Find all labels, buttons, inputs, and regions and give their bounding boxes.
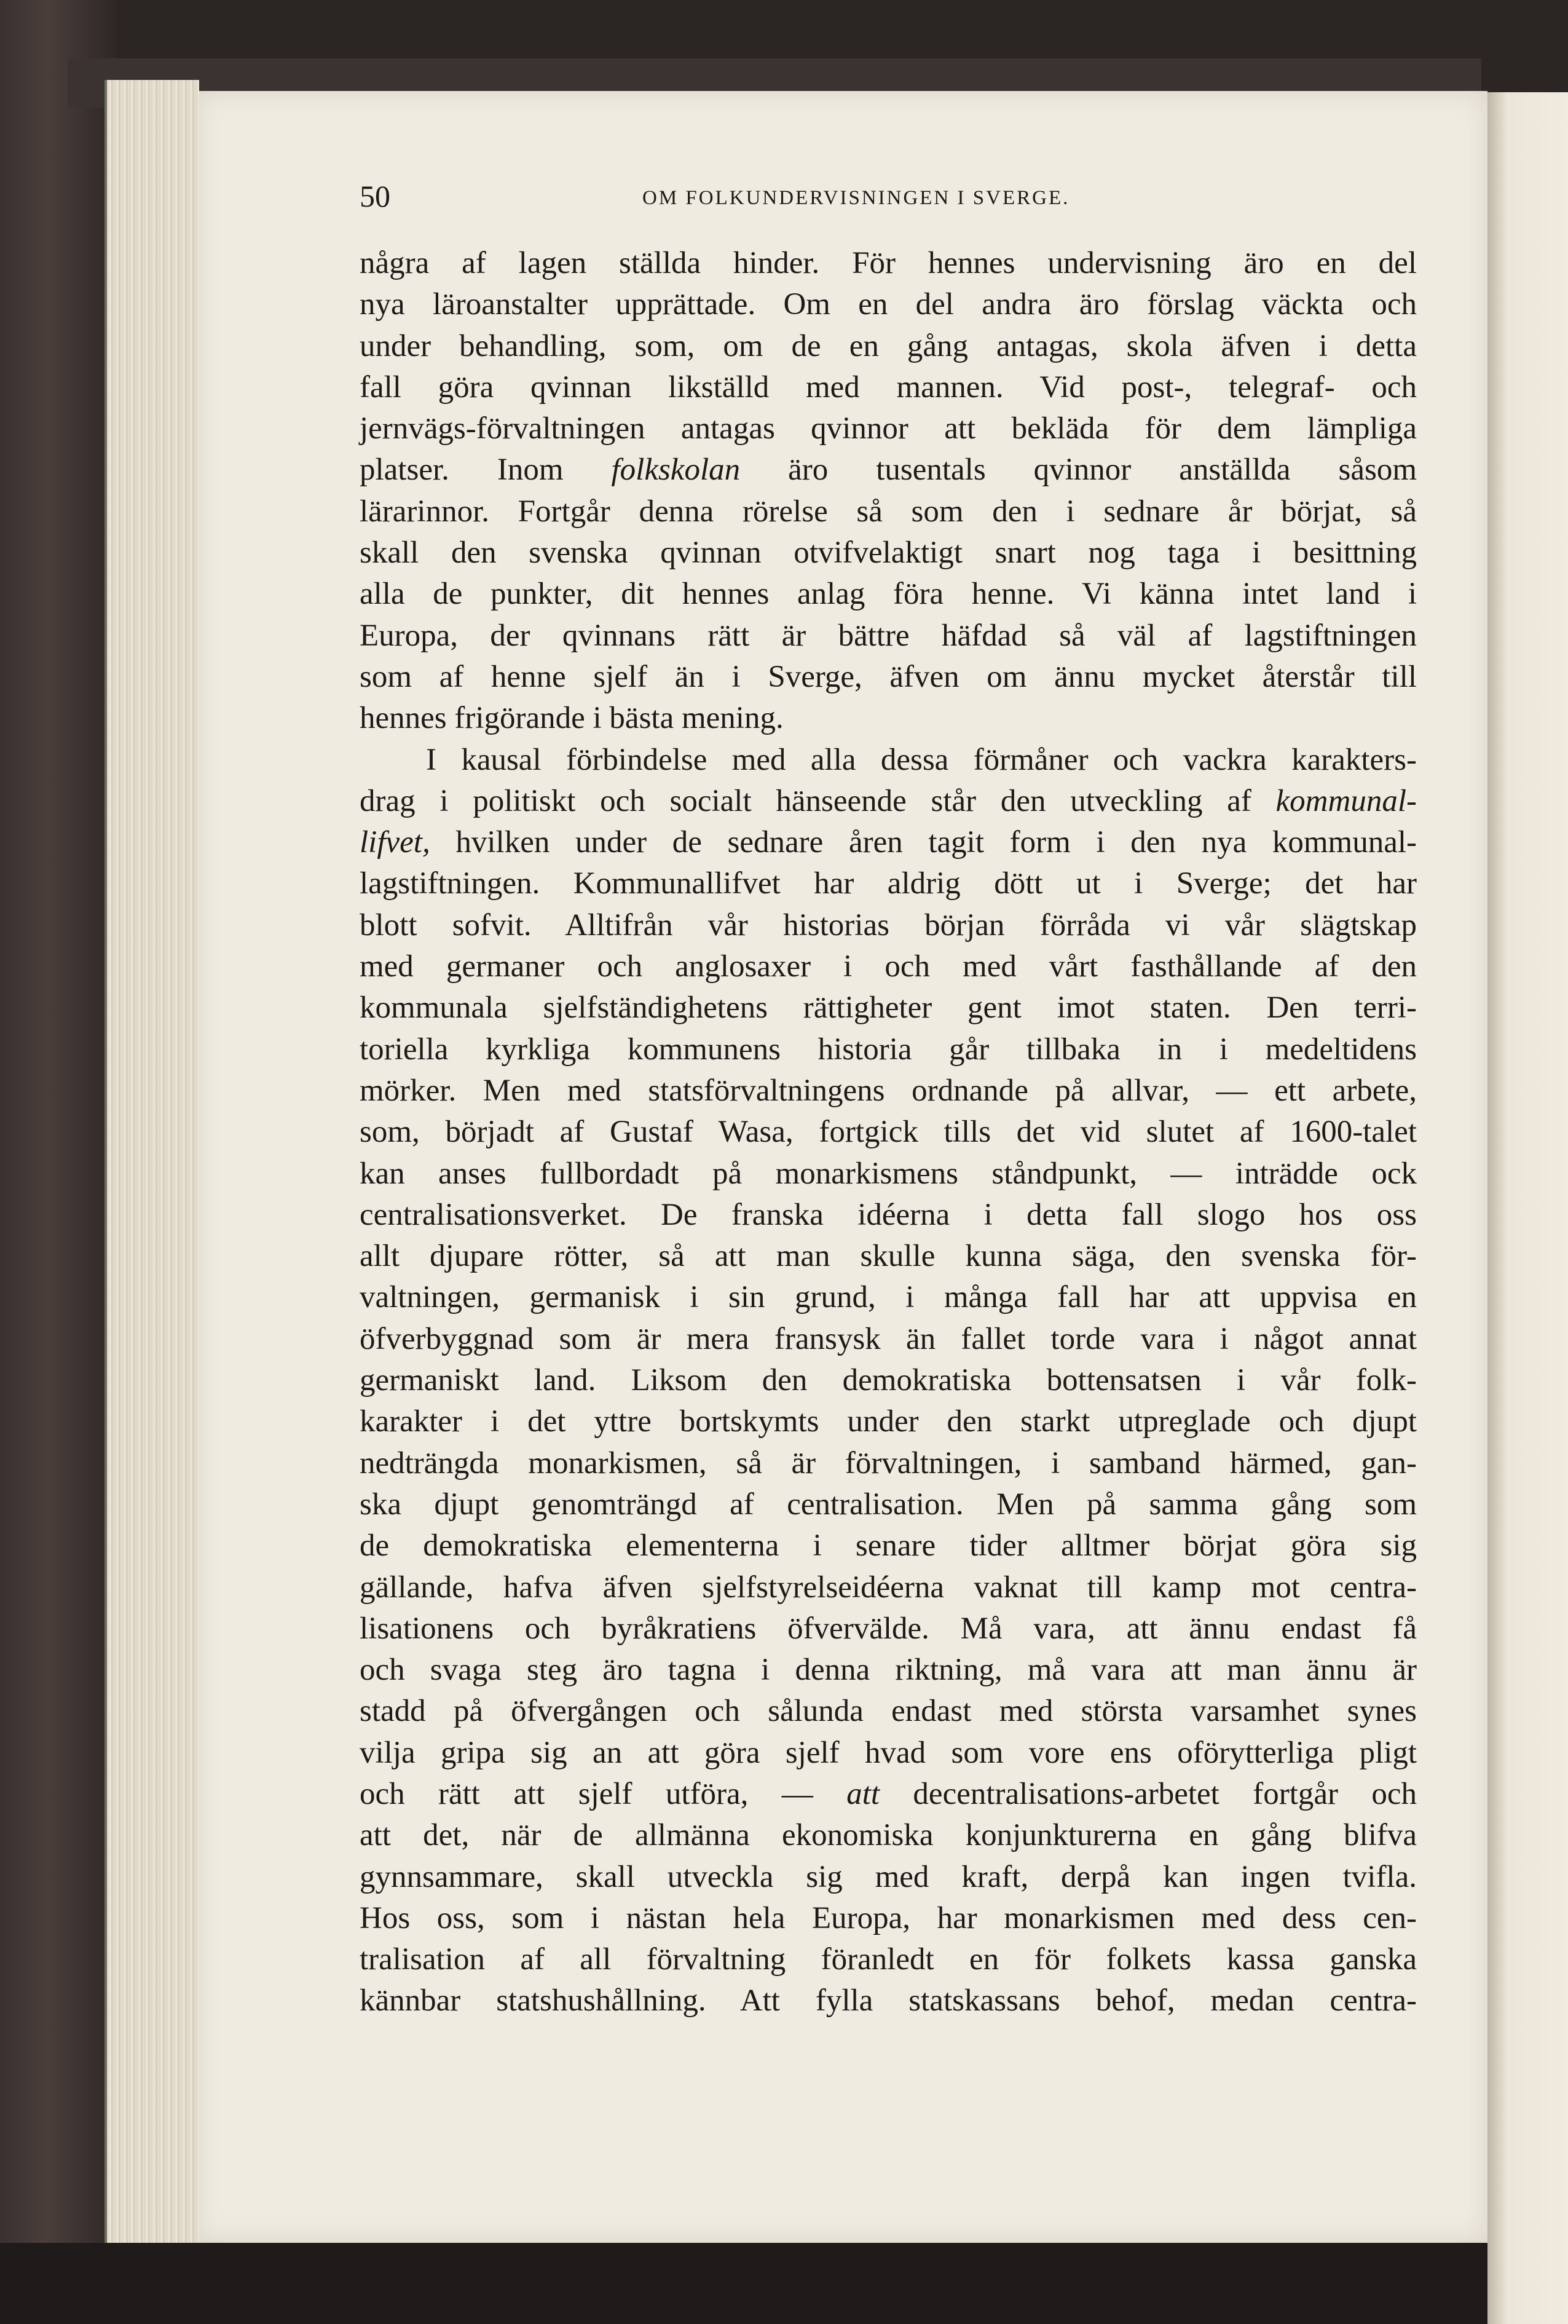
text-line-content: och svaga steg äro tagna i denna riktning, må vara att man ännu är [360,1653,1417,1688]
italic-term: att [846,1776,880,1811]
text-line-content: mörker. Men med statsförvaltningens ordnande på allvar, — ett arbete, [360,1073,1417,1108]
facing-page-edge [1487,92,1568,2324]
page-stack-edges [104,80,199,2269]
text-line [360,532,1417,574]
text-line-content: toriella kyrkliga kommunens historia går tillbaka in i medeltidens [360,1032,1417,1067]
text-line [360,1195,1417,1236]
text-line-content: öfverbyggnad som är mera fransysk än fallet torde vara i något annat [360,1321,1417,1356]
text-line-content: nedträngda monarkismen, så är förvaltningen, i samband härmed, gan- [360,1445,1417,1480]
text-line [360,1153,1417,1195]
body-text [360,243,1417,2022]
text-line-content: decentralisations-arbetet fortgår och [880,1776,1417,1811]
text-line [360,243,1417,284]
text-line [360,449,1417,491]
page-number: 50 [360,179,390,213]
text-line-content: lisationens och byråkratiens öfvervälde. Må vara, att ännu endast få [360,1611,1417,1646]
text-line-content: I kausal förbindelse med alla dessa förmåner och vackra karakters- [426,742,1417,777]
text-line [360,1070,1417,1112]
text-line-content: centralisationsverket. De franska idéerna i detta fall slogo hos oss [360,1197,1417,1232]
text-line-content: jernvägs-förvaltningen antagas qvinnor att bekläda för dem lämpliga [360,411,1417,446]
text-line-content: allt djupare rötter, så att man skulle kunna säga, den svenska för- [360,1239,1417,1274]
text-line [360,1443,1417,1484]
text-line-content: ska djupt genomträngd af centralisation. Men på samma gång som [360,1487,1417,1522]
text-line [360,1360,1417,1401]
text-line-content: under behandling, som, om de en gång antagas, skola äfven i detta [360,328,1417,363]
text-line [360,822,1417,863]
text-line [360,987,1417,1029]
running-head [360,178,1411,221]
text-line [360,367,1417,408]
text-line [360,1029,1417,1070]
italic-term: kommunal- [1275,783,1417,818]
text-line-content: nya läroanstalter upprättade. Om en del andra äro förslag väckta och [360,287,1417,322]
text-line-content: hvilken under de sednare åren tagit form i den nya kommunal- [430,825,1417,860]
text-line [360,1815,1417,1856]
text-line [360,946,1417,987]
text-line [360,1236,1417,1277]
text-line [360,1857,1417,1898]
text-line [360,1691,1417,1732]
text-line [360,326,1417,367]
text-line [360,574,1417,615]
text-line-content: de demokratiska elementerna i senare tider alltmer börjat göra sig [360,1528,1417,1563]
text-line-content: Hos oss, som i nästan hela Europa, har monarkismen med dess cen- [360,1900,1417,1935]
text-line [360,284,1417,325]
text-line-content: att det, när de allmänna ekonomiska konjunkturerna en gång blifva [360,1818,1417,1853]
text-line [360,1650,1417,1691]
text-line-content: som af henne sjelf än i Sverge, äfven om ännu mycket återstår till [360,659,1417,694]
text-line [360,1608,1417,1650]
text-line [360,1319,1417,1360]
text-line-content: kan anses fullbordadt på monarkismens ståndpunkt, — inträdde ock [360,1156,1417,1191]
text-line-content: med germaner och anglosaxer i och med vårt fasthållande af den [360,949,1417,984]
running-title: OM FOLKUNDERVISNINGEN I SVERGE. [642,187,1070,209]
text-line [360,1980,1417,2022]
text-line-content: stadd på öfvergången och sålunda endast med största varsamhet synes [360,1694,1417,1729]
text-line [360,1733,1417,1774]
text-line-content: skall den svenska qvinnan otvifvelaktigt snart nog taga i besittning [360,536,1417,571]
text-line [360,1401,1417,1442]
text-line [360,657,1417,698]
text-line-content: som, börjadt af Gustaf Wasa, fortgick tills det vid slutet af 1600-talet [360,1115,1417,1150]
text-line-content: tralisation af all förvaltning föranledt en för folkets kassa ganska [360,1942,1417,1977]
text-line [360,1525,1417,1567]
text-line-content: fall göra qvinnan likställd med mannen. Vid post-, telegraf- och [360,370,1417,405]
text-line-content: germaniskt land. Liksom den demokratiska bottensatsen i vår folk- [360,1363,1417,1398]
text-line [360,491,1417,532]
text-line [360,1774,1417,1815]
italic-term: lifvet, [360,825,430,860]
text-line-content: karakter i det yttre bortskymts under den starkt utpreglade och djupt [360,1404,1417,1439]
text-line [360,408,1417,449]
text-line-content: hennes frigörande i bästa mening. [360,701,784,736]
scan-background-bottom [0,2243,1487,2324]
text-line-content: äro tusentals qvinnor anställda såsom [740,453,1417,488]
book-cover-left [0,0,117,2324]
text-line-content: och rätt att sjelf utföra, — [360,1776,847,1811]
text-line [360,781,1417,822]
text-line [360,1898,1417,1939]
text-line [360,905,1417,946]
text-line-content: Europa, der qvinnans rätt är bättre häfdad så väl af lagstiftningen [360,618,1417,653]
text-line [360,1277,1417,1318]
text-line-content: vilja gripa sig an att göra sjelf hvad som vore ens oförytterliga pligt [360,1735,1417,1770]
text-line [360,1939,1417,1980]
text-line-content: några af lagen ställda hinder. För hennes undervisning äro en del [360,246,1417,280]
text-line [360,863,1417,904]
text-line-content: platser. Inom [360,453,612,488]
text-line-content: alla de punkter, dit hennes anlag föra henne. Vi känna intet land i [360,577,1417,612]
text-line-content: valtningen, germanisk i sin grund, i många fall har att uppvisa en [360,1280,1417,1315]
text-line-content: kännbar statshushållning. Att fylla statskassans behof, medan centra- [360,1983,1417,2018]
text-line [360,1567,1417,1608]
text-line-content: blott sofvit. Alltifrån vår historias början förråda vi vår slägtskap [360,907,1417,943]
text-line-content: drag i politiskt och socialt hänseende står den utveckling af [360,783,1276,818]
text-line-content: gällande, hafva äfven sjelfstyrelseidéerna vaknat till kamp mot centra- [360,1570,1417,1605]
text-line-content: lärarinnor. Fortgår denna rörelse så som den i sednare år börjat, så [360,494,1417,529]
text-line [360,740,1417,781]
text-line [360,698,1417,739]
text-line [360,1112,1417,1153]
text-line [360,1484,1417,1525]
italic-term: folkskolan [611,453,741,488]
text-line-content: gynnsammare, skall utveckla sig med kraft, derpå kan ingen tvifla. [360,1859,1417,1894]
text-line-content: kommunala sjelfständighetens rättigheter gent imot staten. Den terri- [360,990,1417,1026]
text-line [360,615,1417,657]
text-line-content: lagstiftningen. Kommunallifvet har aldrig dött ut i Sverge; det har [360,866,1417,901]
